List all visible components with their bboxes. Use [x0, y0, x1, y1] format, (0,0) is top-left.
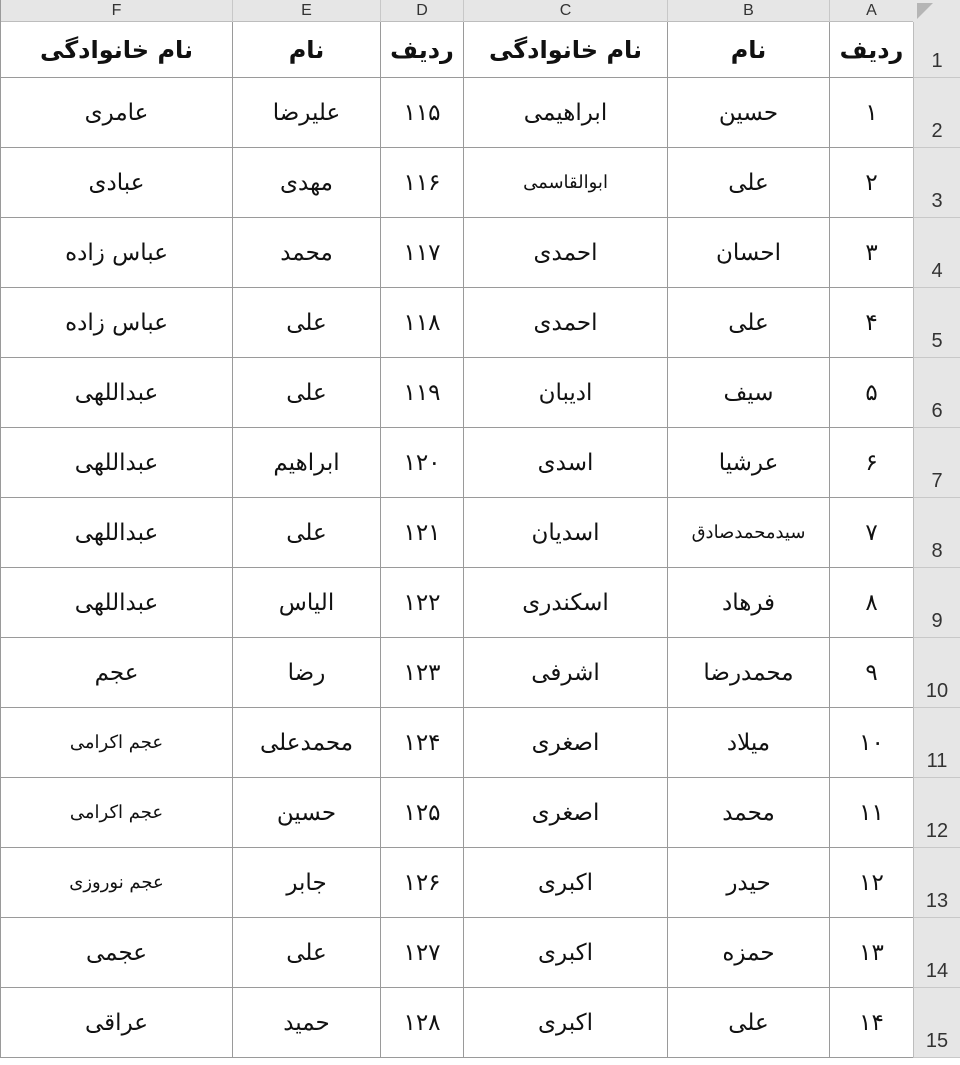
- cell-row-index[interactable]: ۱۲: [829, 848, 913, 918]
- cell-last-name-2[interactable]: عراقی: [0, 988, 232, 1058]
- cell-row-index-2[interactable]: ۱۲۵: [380, 778, 463, 848]
- cell-row-index[interactable]: ۵: [829, 358, 913, 428]
- cell-first-name-2[interactable]: مهدی: [232, 148, 380, 218]
- cell-row-index[interactable]: ۲: [829, 148, 913, 218]
- table-row: [0, 218, 960, 288]
- cell-row-index-2[interactable]: ۱۲۰: [380, 428, 463, 498]
- select-all-corner[interactable]: [913, 0, 960, 22]
- cell-last-name-2[interactable]: عجم اکرامی: [0, 708, 232, 778]
- cell-last-name-2[interactable]: عجم نوروزی: [0, 848, 232, 918]
- cell-first-name[interactable]: میلاد: [667, 708, 829, 778]
- row-number[interactable]: 14: [913, 918, 960, 988]
- cell-row-index-2[interactable]: ۱۲۶: [380, 848, 463, 918]
- row-number[interactable]: 5: [913, 288, 960, 358]
- cell-row-index-2[interactable]: ۱۲۱: [380, 498, 463, 568]
- cell-last-name-2[interactable]: عامری: [0, 78, 232, 148]
- table-row: [0, 78, 960, 148]
- cell-first-name-2[interactable]: رضا: [232, 638, 380, 708]
- cell-first-name[interactable]: حیدر: [667, 848, 829, 918]
- cell-last-name-2[interactable]: عبداللهی: [0, 498, 232, 568]
- row-number[interactable]: 13: [913, 848, 960, 918]
- column-header-a[interactable]: A: [829, 0, 913, 22]
- cell-row-index[interactable]: ۴: [829, 288, 913, 358]
- cell-first-name[interactable]: احسان: [667, 218, 829, 288]
- column-header-c[interactable]: C: [463, 0, 667, 22]
- cell-first-name-2[interactable]: علی: [232, 498, 380, 568]
- cell-last-name-2[interactable]: عبادی: [0, 148, 232, 218]
- cell-first-name[interactable]: محمد: [667, 778, 829, 848]
- row-number[interactable]: 1: [913, 22, 960, 78]
- cell-first-name[interactable]: حمزه: [667, 918, 829, 988]
- cell-first-name[interactable]: علی: [667, 148, 829, 218]
- cell-last-name[interactable]: اسدیان: [463, 498, 667, 568]
- cell-first-name-2[interactable]: جابر: [232, 848, 380, 918]
- cell-row-index[interactable]: ۱: [829, 78, 913, 148]
- cell-row-index[interactable]: ۱۴: [829, 988, 913, 1058]
- cell-last-name[interactable]: احمدی: [463, 288, 667, 358]
- cell-last-name-2[interactable]: عبداللهی: [0, 358, 232, 428]
- row-number[interactable]: 10: [913, 638, 960, 708]
- table-row: [0, 848, 960, 918]
- cell-last-name[interactable]: اکبری: [463, 848, 667, 918]
- cell-first-name-2[interactable]: الیاس: [232, 568, 380, 638]
- cell-first-name[interactable]: عرشیا: [667, 428, 829, 498]
- row-number[interactable]: 2: [913, 78, 960, 148]
- cell-row-index-2[interactable]: ۱۲۳: [380, 638, 463, 708]
- cell-row-index-2[interactable]: ۱۱۵: [380, 78, 463, 148]
- table-row: [0, 988, 960, 1058]
- row-number[interactable]: 4: [913, 218, 960, 288]
- cell-first-name-2[interactable]: علیرضا: [232, 78, 380, 148]
- cell-first-name-2[interactable]: محمد: [232, 218, 380, 288]
- row-number[interactable]: 15: [913, 988, 960, 1058]
- cell-last-name[interactable]: اکبری: [463, 918, 667, 988]
- row-number[interactable]: 12: [913, 778, 960, 848]
- cell-first-name[interactable]: سیف: [667, 358, 829, 428]
- header-cell-last-name-2[interactable]: نام خانوادگی: [0, 22, 232, 78]
- cell-first-name-2[interactable]: علی: [232, 918, 380, 988]
- table-row: [0, 428, 960, 498]
- table-row: [0, 568, 960, 638]
- cell-last-name[interactable]: اسکندری: [463, 568, 667, 638]
- select-all-triangle-icon: [917, 3, 933, 19]
- cell-first-name[interactable]: سیدمحمدصادق: [667, 498, 829, 568]
- column-header-f[interactable]: F: [0, 0, 232, 22]
- cell-first-name[interactable]: علی: [667, 988, 829, 1058]
- cell-row-index[interactable]: ۸: [829, 568, 913, 638]
- cell-row-index[interactable]: ۱۳: [829, 918, 913, 988]
- table-row: [0, 918, 960, 988]
- cell-last-name[interactable]: ابوالقاسمی: [463, 148, 667, 218]
- table-row: [0, 498, 960, 568]
- column-header-b[interactable]: B: [667, 0, 829, 22]
- cell-last-name[interactable]: اصغری: [463, 778, 667, 848]
- cell-row-index-2[interactable]: ۱۱۸: [380, 288, 463, 358]
- row-number[interactable]: 7: [913, 428, 960, 498]
- cell-first-name-2[interactable]: ابراهیم: [232, 428, 380, 498]
- cell-row-index-2[interactable]: ۱۱۹: [380, 358, 463, 428]
- column-header-e[interactable]: E: [232, 0, 380, 22]
- column-header-d[interactable]: D: [380, 0, 463, 22]
- cell-first-name-2[interactable]: حمید: [232, 988, 380, 1058]
- cell-first-name[interactable]: علی: [667, 288, 829, 358]
- cell-row-index-2[interactable]: ۱۲۸: [380, 988, 463, 1058]
- table-row: [0, 148, 960, 218]
- header-cell-row-index-2[interactable]: ردیف: [380, 22, 463, 78]
- cell-first-name-2[interactable]: حسین: [232, 778, 380, 848]
- cell-row-index-2[interactable]: ۱۲۷: [380, 918, 463, 988]
- cell-last-name[interactable]: اصغری: [463, 708, 667, 778]
- cell-row-index[interactable]: ۶: [829, 428, 913, 498]
- header-cell-first-name[interactable]: نام: [667, 22, 829, 78]
- table-row: [0, 708, 960, 778]
- cell-last-name[interactable]: ابراهیمی: [463, 78, 667, 148]
- cell-first-name-2[interactable]: علی: [232, 358, 380, 428]
- cell-last-name-2[interactable]: عباس زاده: [0, 218, 232, 288]
- row-number[interactable]: 8: [913, 498, 960, 568]
- cell-row-index[interactable]: ۳: [829, 218, 913, 288]
- row-number[interactable]: 11: [913, 708, 960, 778]
- cell-row-index-2[interactable]: ۱۲۴: [380, 708, 463, 778]
- cell-last-name-2[interactable]: عجم: [0, 638, 232, 708]
- cell-last-name[interactable]: احمدی: [463, 218, 667, 288]
- cell-first-name[interactable]: حسین: [667, 78, 829, 148]
- cell-last-name-2[interactable]: عبداللهی: [0, 568, 232, 638]
- row-number[interactable]: 9: [913, 568, 960, 638]
- table-row: [0, 358, 960, 428]
- cell-first-name[interactable]: فرهاد: [667, 568, 829, 638]
- cell-last-name[interactable]: اکبری: [463, 988, 667, 1058]
- cell-last-name[interactable]: اشرفی: [463, 638, 667, 708]
- cell-last-name-2[interactable]: عجم اکرامی: [0, 778, 232, 848]
- cell-grid: [0, 22, 960, 1058]
- cell-row-index[interactable]: ۱۱: [829, 778, 913, 848]
- cell-row-index-2[interactable]: ۱۱۷: [380, 218, 463, 288]
- table-row: [0, 638, 960, 708]
- table-row: [0, 288, 960, 358]
- cell-row-index[interactable]: ۷: [829, 498, 913, 568]
- row-number[interactable]: 6: [913, 358, 960, 428]
- cell-last-name[interactable]: ادیبان: [463, 358, 667, 428]
- header-cell-last-name[interactable]: نام خانوادگی: [463, 22, 667, 78]
- cell-row-index[interactable]: ۹: [829, 638, 913, 708]
- row-number[interactable]: 3: [913, 148, 960, 218]
- cell-first-name[interactable]: محمدرضا: [667, 638, 829, 708]
- cell-last-name-2[interactable]: عباس زاده: [0, 288, 232, 358]
- cell-last-name-2[interactable]: عبداللهی: [0, 428, 232, 498]
- cell-last-name[interactable]: اسدی: [463, 428, 667, 498]
- cell-row-index-2[interactable]: ۱۱۶: [380, 148, 463, 218]
- table-header-row: [0, 22, 960, 78]
- column-header-bar: [0, 0, 960, 22]
- table-row: [0, 778, 960, 848]
- cell-first-name-2[interactable]: علی: [232, 288, 380, 358]
- cell-first-name-2[interactable]: محمدعلی: [232, 708, 380, 778]
- cell-row-index[interactable]: ۱۰: [829, 708, 913, 778]
- header-cell-first-name-2[interactable]: نام: [232, 22, 380, 78]
- header-cell-row-index[interactable]: ردیف: [829, 22, 913, 78]
- cell-row-index-2[interactable]: ۱۲۲: [380, 568, 463, 638]
- cell-last-name-2[interactable]: عجمی: [0, 918, 232, 988]
